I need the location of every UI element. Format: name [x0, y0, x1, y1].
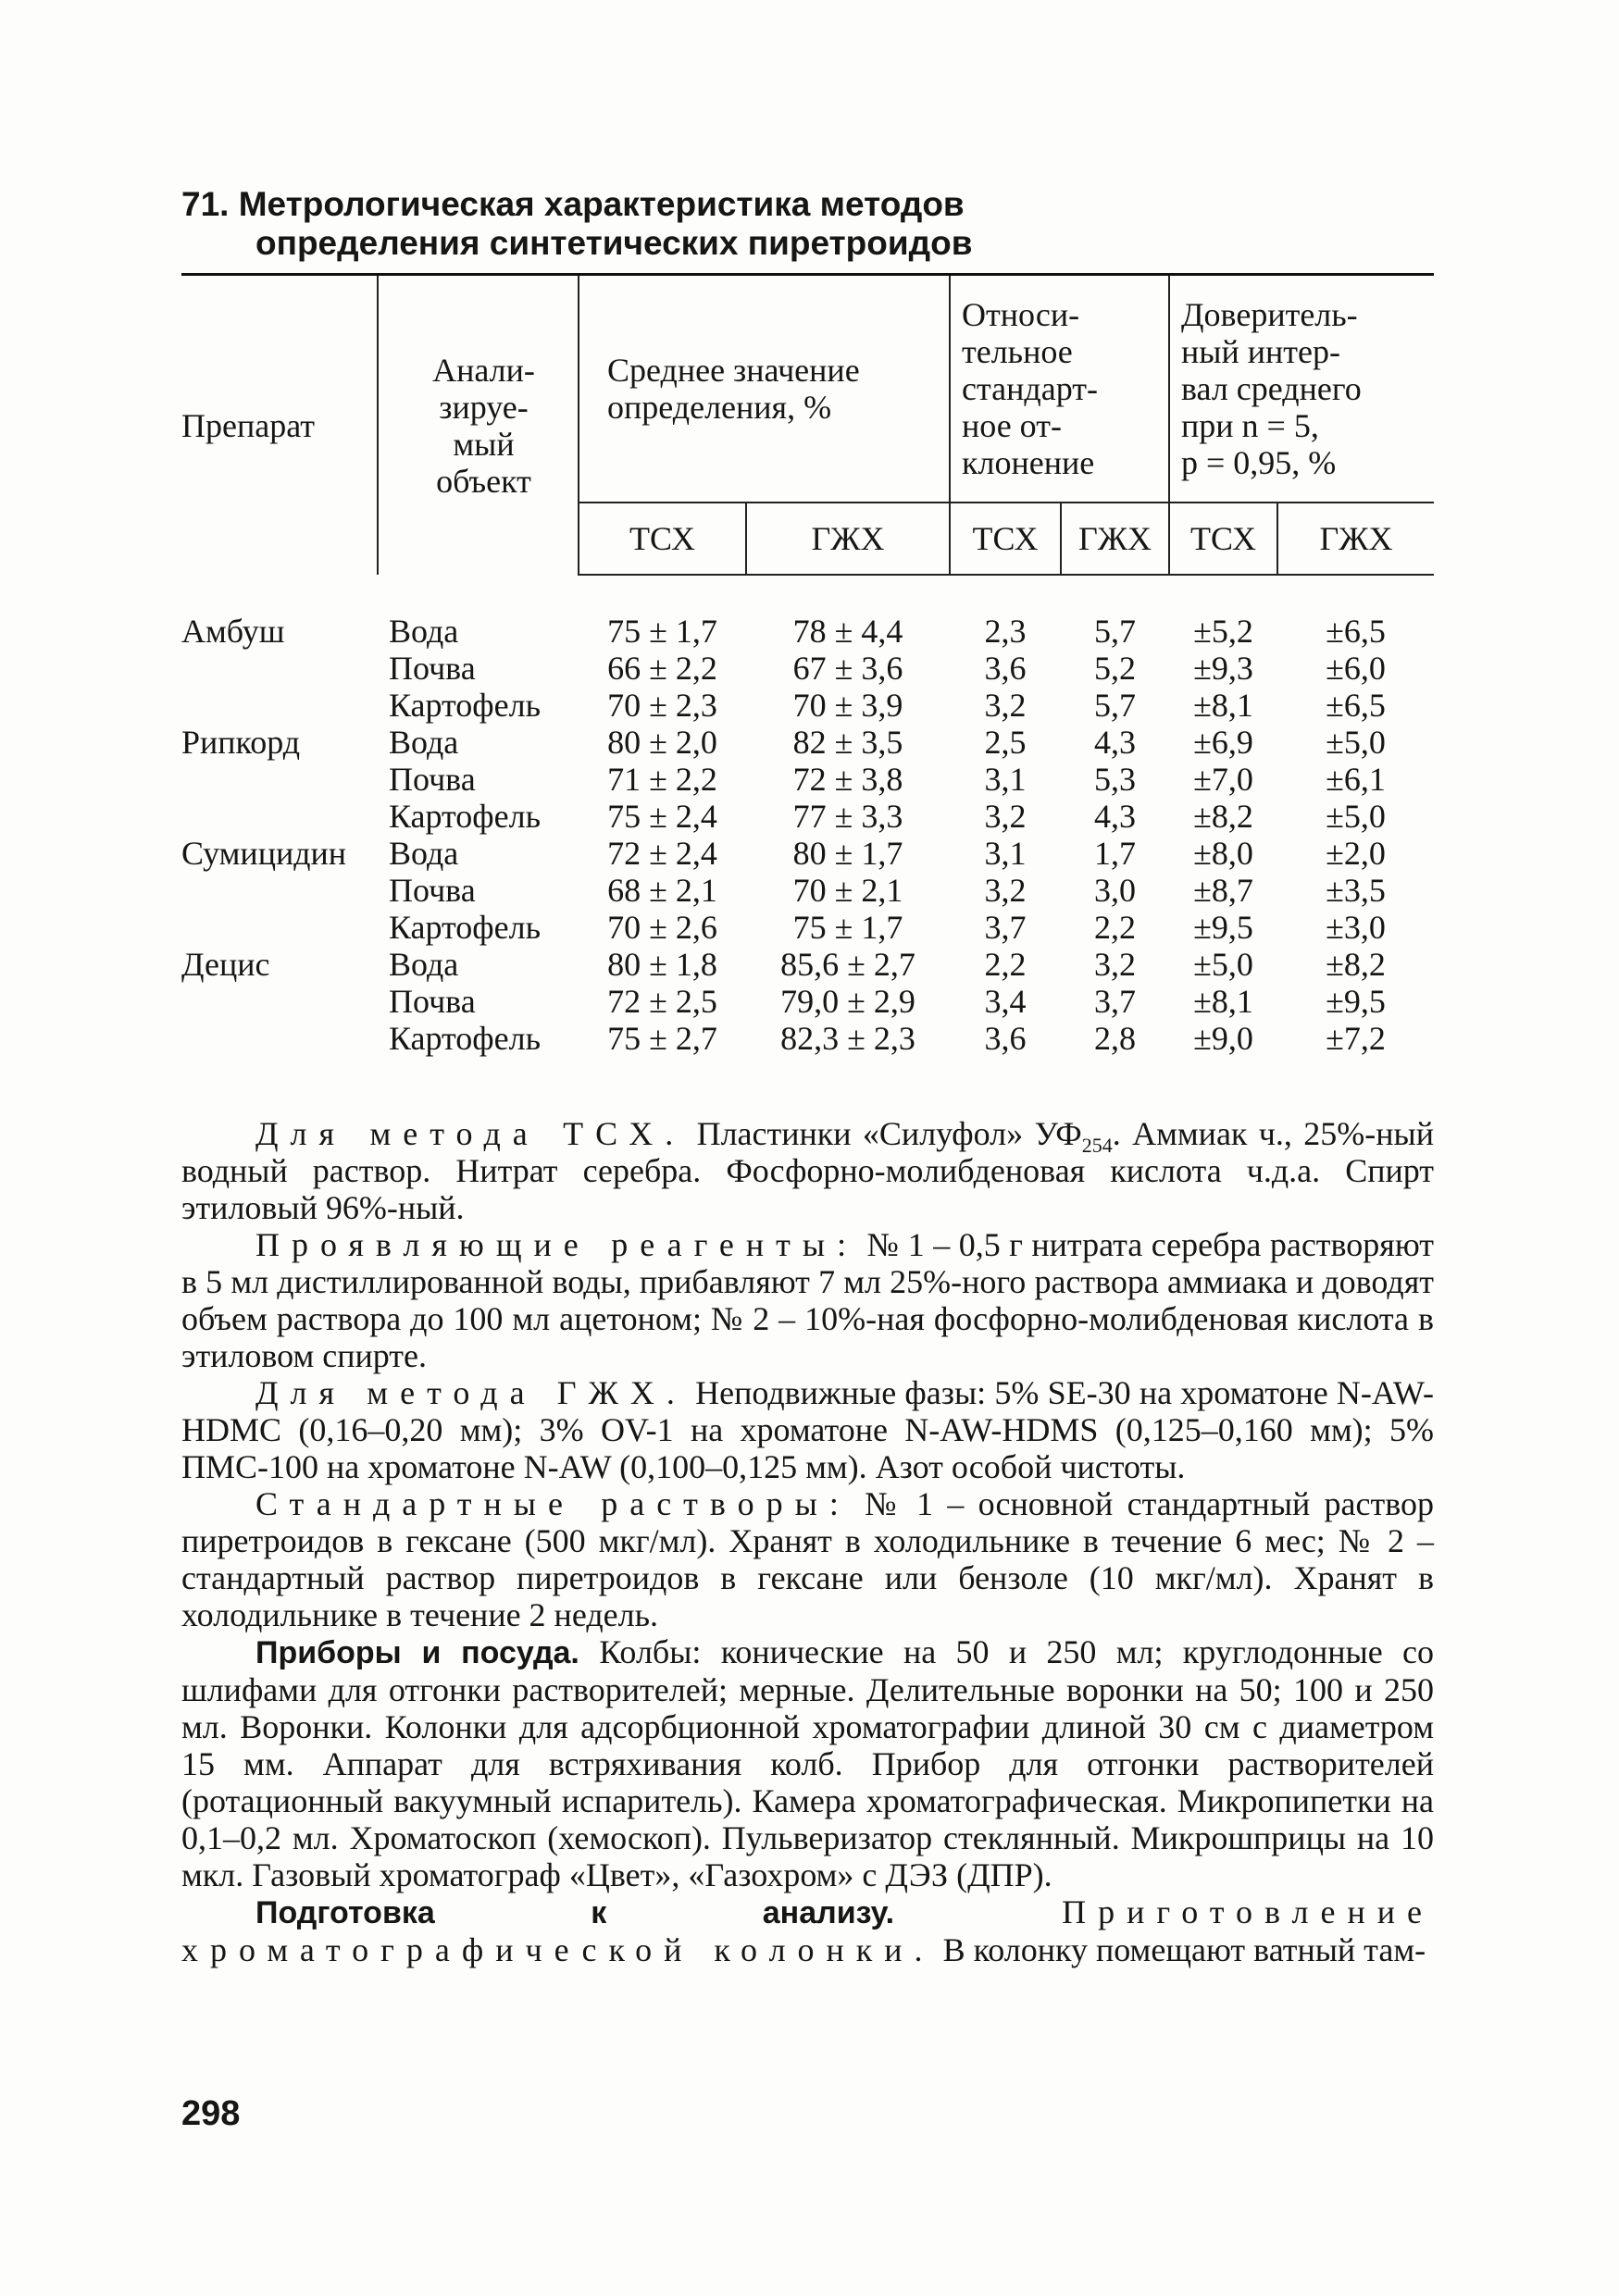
- cell-drug: [181, 798, 378, 835]
- cell-object: Вода: [389, 835, 459, 872]
- cell-drug: Сумицидин: [181, 835, 347, 872]
- cell-drug: Амбуш: [181, 613, 285, 650]
- cell-mean-tlc: 70 ± 2,3: [607, 687, 717, 724]
- table-row: [181, 798, 1434, 835]
- subheader-mean-glc: ГЖХ: [746, 503, 950, 575]
- cell-ci-tlc: ±5,2: [1193, 613, 1253, 650]
- cell-object: Вода: [389, 613, 459, 650]
- cell-mean-tlc: 75 ± 2,4: [607, 798, 717, 835]
- subheader-mean-tlc: ТСХ: [579, 503, 746, 575]
- cell-rsd-tlc: 2,5: [984, 724, 1027, 761]
- cell-rsd-tlc: 3,2: [984, 687, 1027, 724]
- cell-mean-tlc: 71 ± 2,2: [607, 761, 717, 798]
- text-span: Пластинки «Силуфол» УФ: [685, 1115, 1082, 1152]
- table-row: [181, 835, 1434, 872]
- method-text: [181, 1115, 1434, 1968]
- header-object: Анали- зируе- мый объект: [378, 275, 579, 576]
- cell-rsd-tlc: 3,4: [984, 983, 1027, 1020]
- cell-rsd-tlc: 3,2: [984, 872, 1027, 909]
- header-mean: Среднее значение определения, %: [579, 275, 950, 503]
- table-caption: [181, 185, 1200, 263]
- cell-mean-glc: 82 ± 3,5: [792, 724, 903, 761]
- metrology-table: [181, 273, 1434, 1057]
- cell-object: Почва: [389, 983, 476, 1020]
- cell-rsd-tlc: 2,2: [984, 946, 1027, 983]
- lead-tlc-method: Для метода ТСХ.: [255, 1115, 686, 1152]
- table-row: [181, 761, 1434, 798]
- cell-object: Почва: [389, 872, 476, 909]
- cell-mean-tlc: 75 ± 2,7: [607, 1020, 717, 1057]
- cell-rsd-glc: 5,3: [1094, 761, 1136, 798]
- cell-ci-tlc: ±7,0: [1193, 761, 1253, 798]
- cell-rsd-glc: 2,8: [1094, 1020, 1136, 1057]
- cell-drug: [181, 650, 378, 687]
- cell-rsd-glc: 5,7: [1094, 613, 1136, 650]
- cell-mean-tlc: 75 ± 1,7: [607, 613, 717, 650]
- text-span: № 1 – 0,5 г нитрата серебра растворяют в 5 мл дистиллированной воды, прибавляют 7 мл 25%-ного раствора аммиака и доводят объем раствора до 100 мл ацетоном; № 2 – 10%-ная фосфорно-молибденовая кислота в этиловом спирте.: [181, 1226, 1434, 1374]
- cell-ci-tlc: ±8,1: [1193, 983, 1253, 1020]
- text-span: В колонку помещают ватный там-: [934, 1931, 1426, 1968]
- subheader-ci-glc: ГЖХ: [1277, 503, 1434, 575]
- cell-ci-tlc: ±8,1: [1193, 687, 1253, 724]
- table-row: [181, 872, 1434, 909]
- cell-mean-glc: 79,0 ± 2,9: [780, 983, 915, 1020]
- header-ci: Доверитель- ный интер- вал среднего при n = 5, p = 0,95, %: [1169, 275, 1434, 503]
- cell-rsd-glc: 2,2: [1094, 909, 1136, 946]
- cell-rsd-glc: 1,7: [1094, 835, 1136, 872]
- table-row: [181, 687, 1434, 724]
- subheader-ci-tlc: ТСХ: [1169, 503, 1277, 575]
- cell-drug: [181, 983, 378, 1020]
- cell-rsd-glc: 3,0: [1094, 872, 1136, 909]
- cell-rsd-glc: 4,3: [1094, 724, 1136, 761]
- cell-rsd-glc: 4,3: [1094, 798, 1136, 835]
- cell-mean-glc: 78 ± 4,4: [792, 613, 903, 650]
- cell-rsd-tlc: 2,3: [984, 613, 1027, 650]
- cell-mean-tlc: 80 ± 1,8: [607, 946, 717, 983]
- cell-rsd-glc: 3,2: [1094, 946, 1136, 983]
- subheader-rsd-glc: ГЖХ: [1061, 503, 1169, 575]
- cell-ci-glc: ±2,0: [1326, 835, 1386, 872]
- cell-ci-glc: ±7,2: [1326, 1020, 1386, 1057]
- cell-ci-tlc: ±9,5: [1193, 909, 1253, 946]
- cell-mean-tlc: 72 ± 2,5: [607, 983, 717, 1020]
- cell-object: Картофель: [389, 798, 541, 835]
- table-row: [181, 946, 1434, 983]
- table-row: [181, 1020, 1434, 1057]
- cell-mean-glc: 70 ± 3,9: [792, 687, 903, 724]
- paragraph-glc-method: [181, 1374, 1434, 1485]
- table-row: [181, 983, 1434, 1020]
- cell-ci-tlc: ±8,7: [1193, 872, 1253, 909]
- paragraph-preparation: [181, 1893, 1434, 1968]
- subscript: 254: [1081, 1134, 1113, 1158]
- cell-mean-tlc: 80 ± 2,0: [607, 724, 717, 761]
- subheader-rsd-tlc: ТСХ: [950, 503, 1061, 575]
- cell-ci-glc: ±5,0: [1326, 798, 1386, 835]
- cell-mean-glc: 80 ± 1,7: [792, 835, 903, 872]
- cell-ci-tlc: ±5,0: [1193, 946, 1253, 983]
- table-row: [181, 724, 1434, 761]
- cell-rsd-tlc: 3,6: [984, 1020, 1027, 1057]
- cell-rsd-glc: 5,7: [1094, 687, 1136, 724]
- table-row: [181, 909, 1434, 946]
- cell-ci-glc: ±6,0: [1326, 650, 1386, 687]
- cell-drug: [181, 1020, 378, 1057]
- lead-preparation: Подготовка к анализу.: [255, 1895, 895, 1930]
- cell-drug: [181, 687, 378, 724]
- paragraph-reagents: [181, 1226, 1434, 1374]
- cell-rsd-tlc: 3,1: [984, 761, 1027, 798]
- cell-ci-glc: ±6,5: [1326, 613, 1386, 650]
- lead-glc-method: Для метода ГЖХ.: [255, 1374, 687, 1411]
- lead-standards: Стандартные растворы:: [255, 1485, 851, 1522]
- lead-equipment: Приборы и посуда.: [255, 1635, 579, 1670]
- cell-drug: Рипкорд: [181, 724, 301, 761]
- cell-mean-glc: 67 ± 3,6: [792, 650, 903, 687]
- cell-mean-glc: 75 ± 1,7: [792, 909, 903, 946]
- cell-mean-glc: 72 ± 3,8: [792, 761, 903, 798]
- cell-drug: Децис: [181, 946, 270, 983]
- header-drug: Препарат: [181, 406, 315, 444]
- cell-object: Вода: [389, 946, 459, 983]
- cell-drug: [181, 909, 378, 946]
- cell-object: Почва: [389, 761, 476, 798]
- paragraph-equipment: [181, 1633, 1434, 1893]
- table-row: [181, 650, 1434, 687]
- cell-drug: [181, 872, 378, 909]
- cell-rsd-glc: 3,7: [1094, 983, 1136, 1020]
- cell-object: Картофель: [389, 909, 541, 946]
- cell-mean-tlc: 70 ± 2,6: [607, 909, 717, 946]
- cell-mean-tlc: 72 ± 2,4: [607, 835, 717, 872]
- cell-rsd-glc: 5,2: [1094, 650, 1136, 687]
- cell-ci-tlc: ±6,9: [1193, 724, 1253, 761]
- spaced-heading: Приготовление хроматографической колонки.: [181, 1893, 1434, 1968]
- cell-rsd-tlc: 3,1: [984, 835, 1027, 872]
- cell-mean-glc: 77 ± 3,3: [792, 798, 903, 835]
- cell-rsd-tlc: 3,7: [984, 909, 1027, 946]
- cell-mean-glc: 82,3 ± 2,3: [780, 1020, 915, 1057]
- cell-object: Картофель: [389, 687, 541, 724]
- caption-line2: определения синтетических пиретроидов: [255, 224, 973, 262]
- text-span: . Аммиак ч., 25%-ный водный раствор. Нитрат серебра. Фосфорно-молибденовая кислота ч.д.а. Спирт этиловый 96%-ный.: [181, 1115, 1434, 1226]
- cell-ci-glc: ±3,0: [1326, 909, 1386, 946]
- text-span: Колбы: конические на 50 и 250 мл; круглодонные со шлифами для отгонки растворителей; мерные. Делительные воронки на 50; 100 и 250 мл. Воронки. Колонки для адсорбционной хроматографии длиной 30 см с диаметром 15 мм. Аппарат для встряхивания колб. Прибор для отгонки растворителей (ротационный вакуумный испаритель). Камера хроматографическая. Микропипетки на 0,1–0,2 мл. Хроматоскоп (хемоскоп). Пульверизатор стеклянный. Микрошприцы на 10 мкл. Газовый хроматограф «Цвет», «Газохром» с ДЭЗ (ДПР).: [181, 1633, 1434, 1893]
- cell-ci-glc: ±3,5: [1326, 872, 1386, 909]
- cell-mean-tlc: 68 ± 2,1: [607, 872, 717, 909]
- caption-number: 71.: [181, 185, 230, 223]
- cell-mean-glc: 70 ± 2,1: [792, 872, 903, 909]
- cell-object: Картофель: [389, 1020, 541, 1057]
- table-row: [181, 613, 1434, 650]
- cell-ci-glc: ±6,1: [1326, 761, 1386, 798]
- cell-mean-tlc: 66 ± 2,2: [607, 650, 717, 687]
- page-number: 298: [181, 2094, 241, 2133]
- header-rsd: Относи- тельное стандарт- ное от- клонение: [950, 275, 1169, 503]
- cell-ci-tlc: ±9,0: [1193, 1020, 1253, 1057]
- text-span: № 1 – основной стандартный раствор пиретроидов в гексане (500 мкг/мл). Хранят в холодильнике в течение 6 мес; № 2 – стандартный раствор пиретроидов в гексане или бензоле (10 мкг/мл). Хранят в холодильнике в течение 2 недель.: [181, 1485, 1434, 1633]
- cell-mean-glc: 85,6 ± 2,7: [780, 946, 915, 983]
- cell-object: Вода: [389, 724, 459, 761]
- cell-ci-tlc: ±9,3: [1193, 650, 1253, 687]
- paragraph-standards: [181, 1485, 1434, 1633]
- text-span: Неподвижные фазы: 5% SE-30 на хроматоне N-AW-HDMC (0,16–0,20 мм); 3% OV-1 на хроматоне N-AW-HDMS (0,125–0,160 мм); 5% ПМС-100 на хроматоне N-AW (0,100–0,125 мм). Азот особой чистоты.: [181, 1374, 1435, 1485]
- cell-ci-tlc: ±8,2: [1193, 798, 1253, 835]
- cell-rsd-tlc: 3,2: [984, 798, 1027, 835]
- cell-ci-tlc: ±8,0: [1193, 835, 1253, 872]
- cell-rsd-tlc: 3,6: [984, 650, 1027, 687]
- caption-line1: Метрологическая характеристика методов: [238, 185, 965, 223]
- cell-ci-glc: ±8,2: [1326, 946, 1386, 983]
- cell-drug: [181, 761, 378, 798]
- lead-reagents: Проявляющие реагенты:: [255, 1226, 859, 1263]
- cell-object: Почва: [389, 650, 476, 687]
- cell-ci-glc: ±6,5: [1326, 687, 1386, 724]
- cell-ci-glc: ±5,0: [1326, 724, 1386, 761]
- cell-ci-glc: ±9,5: [1326, 983, 1386, 1020]
- paragraph-tlc-method: [181, 1115, 1434, 1226]
